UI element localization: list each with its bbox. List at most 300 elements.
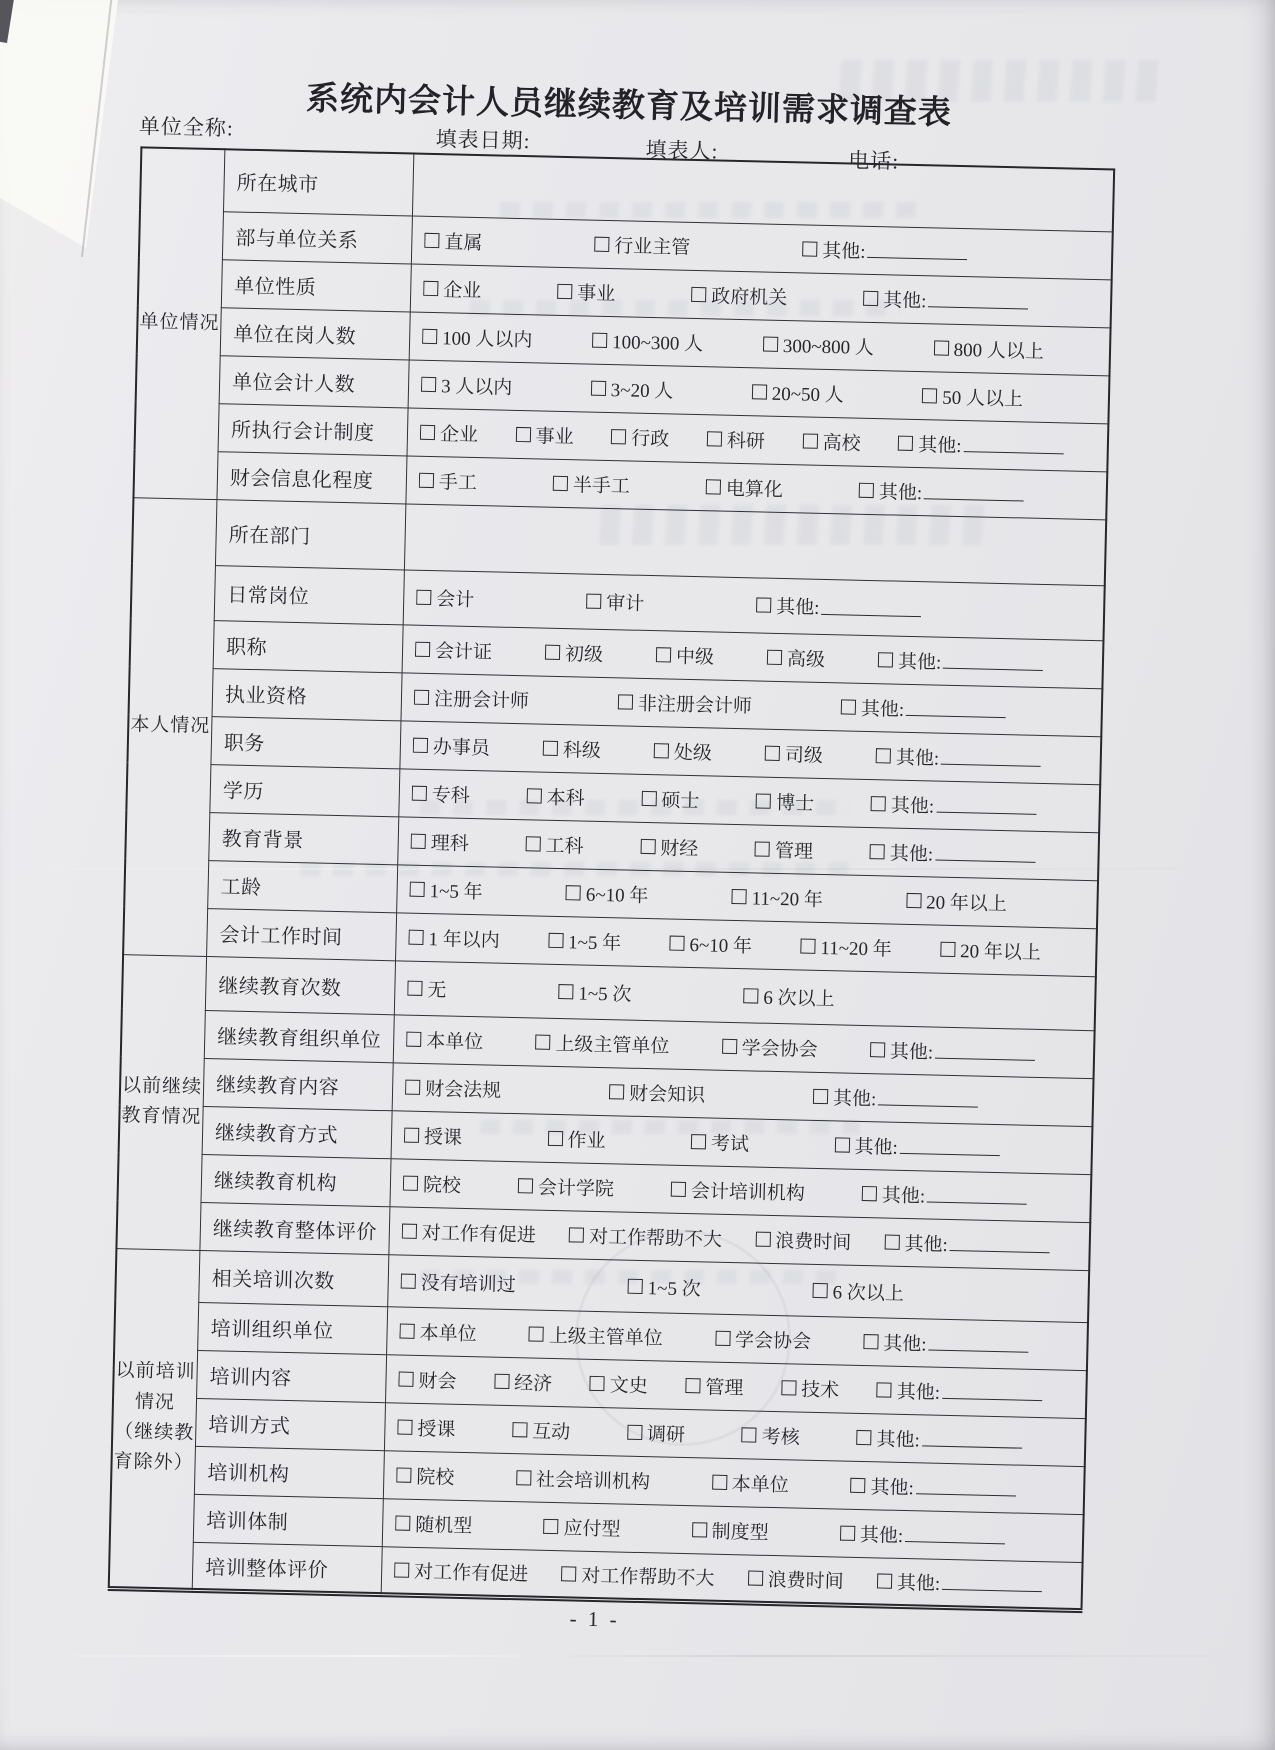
checkbox-icon [878, 652, 893, 667]
checkbox-option [408, 923, 500, 952]
checkbox-option [415, 635, 493, 664]
fill-in-blank [900, 1138, 1000, 1156]
checkbox-icon [411, 833, 426, 848]
option-label: 上级主管单位 [555, 1033, 670, 1058]
checkbox-icon [767, 649, 782, 664]
checkbox-icon [850, 1477, 865, 1492]
row-label: 部与单位关系 [222, 211, 412, 263]
checkbox-option [543, 1512, 621, 1541]
checkbox-icon [781, 1380, 796, 1395]
row-label: 培训机构 [194, 1446, 384, 1498]
fill-in-blank [924, 483, 1024, 501]
checkbox-icon [876, 748, 891, 763]
row-label: 培训体制 [193, 1494, 383, 1546]
row-label: 培训方式 [195, 1398, 385, 1450]
checkbox-option [800, 932, 892, 961]
row-label: 单位会计人数 [219, 355, 409, 407]
option-label: 会计证 [434, 640, 493, 663]
checkbox-icon [906, 892, 921, 907]
option-label: 1~5 次 [647, 1277, 701, 1300]
checkbox-icon [722, 1038, 737, 1053]
checkbox-icon [535, 1034, 550, 1049]
option-label: 其他: [890, 795, 935, 818]
fill-in-blank [963, 436, 1063, 454]
checkbox-option [940, 935, 1041, 964]
option-label: 6~10 年 [585, 884, 649, 907]
row-label: 单位性质 [221, 259, 411, 311]
option-label: 制度型 [711, 1521, 769, 1544]
checkbox-icon [870, 844, 885, 859]
option-label: 11~20 年 [820, 937, 892, 961]
checkbox-icon [553, 475, 568, 490]
checkbox-option [691, 1516, 769, 1545]
checkbox-icon [743, 988, 758, 1003]
checkbox-icon [569, 1227, 584, 1242]
option-label: 其他: [881, 1184, 926, 1207]
checkbox-option [859, 476, 1025, 507]
checkbox-option [515, 420, 574, 448]
option-label: 行政 [631, 428, 670, 450]
row-label: 继续教育机构 [201, 1154, 391, 1206]
checkbox-icon [423, 280, 438, 295]
checkbox-icon [707, 431, 722, 446]
option-label: 其他: [889, 843, 934, 866]
checkbox-icon [834, 1137, 849, 1152]
checkbox-icon [395, 1515, 410, 1530]
checkbox-option [656, 641, 715, 669]
option-label: 20 年以上 [959, 940, 1042, 964]
option-label: 管理 [774, 840, 814, 863]
option-label: 中级 [675, 646, 715, 668]
checkbox-icon [410, 881, 425, 896]
checkbox-option [933, 334, 1044, 363]
fill-in-blank [950, 1235, 1050, 1253]
checkbox-option [409, 875, 483, 904]
section-label: 以前继续 教育情况 [116, 954, 206, 1250]
checkbox-option [876, 1376, 1042, 1407]
checkbox-option [812, 1276, 904, 1305]
fill-in-blank [942, 1383, 1042, 1401]
checkbox-icon [401, 1273, 416, 1288]
option-label: 没有培训过 [420, 1272, 516, 1296]
row-label: 培训整体评价 [192, 1542, 382, 1594]
checkbox-icon [592, 332, 607, 347]
checkbox-icon [756, 793, 771, 808]
checkbox-option [691, 280, 788, 309]
fill-in-blank [905, 1526, 1005, 1544]
checkbox-option [721, 1032, 818, 1061]
checkbox-icon [800, 938, 815, 953]
option-label: 授课 [417, 1418, 456, 1441]
checkbox-icon [691, 286, 706, 301]
row-label: 培训内容 [197, 1350, 387, 1402]
checkbox-option [906, 886, 1007, 915]
checkbox-option [512, 1416, 571, 1444]
checkbox-icon [403, 1175, 418, 1190]
section-label: 以前培训 情况 （继续教 育除外） [109, 1248, 200, 1590]
checkbox-icon [547, 1130, 562, 1145]
option-label: 学会协会 [741, 1037, 818, 1061]
checkbox-icon [763, 336, 778, 351]
option-label: 随机型 [415, 1514, 473, 1537]
option-label: 1~5 次 [578, 982, 632, 1006]
checkbox-option [407, 974, 447, 1002]
row-label: 执业资格 [212, 668, 402, 720]
row-label: 职务 [211, 716, 401, 768]
option-label: 本单位 [731, 1473, 790, 1496]
checkbox-option [557, 277, 616, 305]
checkbox-icon [561, 1566, 576, 1581]
checkbox-option [413, 731, 491, 760]
fill-in-blank [928, 1335, 1028, 1353]
checkbox-option [877, 1567, 1043, 1598]
row-label: 日常岗位 [214, 565, 404, 624]
option-label: 注册会计师 [433, 688, 530, 712]
checkbox-icon [802, 241, 817, 256]
checkbox-icon [398, 1371, 413, 1386]
checkbox-option [525, 830, 584, 858]
checkbox-option [558, 978, 632, 1007]
fill-in-blank [867, 242, 967, 260]
checkbox-option [398, 1365, 457, 1393]
option-label: 院校 [416, 1466, 455, 1489]
option-label: 11~20 年 [751, 887, 824, 911]
checkbox-icon [715, 1330, 730, 1345]
option-label: 高校 [822, 432, 861, 455]
checkbox-option [840, 1519, 1006, 1550]
checkbox-icon [566, 885, 581, 900]
checkbox-icon [516, 426, 531, 441]
option-label: 博士 [775, 792, 815, 815]
checkbox-option [406, 1025, 484, 1054]
checkbox-icon [516, 1470, 531, 1485]
option-label: 其他: [883, 1333, 927, 1355]
checkbox-option [707, 425, 766, 453]
row-label: 继续教育次数 [205, 956, 395, 1014]
checkbox-option [742, 1421, 801, 1449]
checkbox-option [618, 688, 753, 718]
checkbox-icon [512, 1422, 527, 1437]
checkbox-option [706, 473, 784, 502]
checkbox-icon [594, 236, 609, 251]
option-label: 1 年以内 [428, 928, 501, 952]
option-label: 理科 [430, 832, 469, 855]
checkbox-icon [397, 1419, 412, 1434]
checkbox-option [878, 646, 1044, 677]
checkbox-icon [413, 737, 428, 752]
checkbox-icon [870, 1042, 885, 1057]
option-label: 1~5 年 [567, 931, 622, 954]
checkbox-option [755, 1225, 852, 1254]
checkbox-icon [671, 1181, 686, 1196]
checkbox-icon [813, 1282, 828, 1297]
option-label: 会计培训机构 [690, 1180, 806, 1205]
checkbox-icon [548, 932, 563, 947]
row-label: 继续教育内容 [203, 1058, 393, 1110]
checkbox-icon [627, 1424, 642, 1439]
option-label: 行业主管 [614, 235, 691, 259]
option-label: 非注册会计师 [637, 693, 753, 717]
section-label: 单位情况 [133, 147, 224, 499]
checkbox-option [685, 1372, 744, 1400]
checkbox-option [400, 1267, 516, 1297]
checkbox-icon [628, 1278, 643, 1293]
option-label: 其他: [882, 289, 927, 312]
checkbox-icon [591, 380, 606, 395]
option-label: 6 次以上 [763, 987, 835, 1010]
checkbox-icon [406, 1031, 421, 1046]
option-label: 作业 [567, 1129, 606, 1152]
checkbox-option [395, 1509, 473, 1538]
row-label: 继续教育整体评价 [200, 1202, 390, 1254]
checkbox-icon [862, 1185, 877, 1200]
checkbox-icon [526, 788, 541, 803]
checkbox-option [856, 1423, 1022, 1454]
checkbox-option [518, 1172, 615, 1201]
checkbox-option [423, 274, 482, 302]
option-label: 对工作帮助不大 [588, 1226, 723, 1251]
option-label: 其他: [896, 1572, 941, 1595]
checkbox-icon [611, 429, 626, 444]
checkbox-icon [609, 1084, 624, 1099]
option-label: 其他: [889, 1041, 934, 1064]
checkbox-option [813, 1082, 979, 1113]
checkbox-icon [416, 590, 431, 605]
row-label: 继续教育方式 [202, 1106, 392, 1158]
option-label: 3 人以内 [440, 375, 513, 399]
checkbox-option [898, 429, 1064, 460]
checkbox-icon [396, 1467, 411, 1482]
fill-in-blank [928, 291, 1028, 309]
checkbox-option [592, 326, 704, 356]
row-label: 会计工作时间 [207, 908, 397, 960]
option-label: 其他: [876, 1428, 921, 1451]
row-label: 职称 [213, 620, 403, 672]
checkbox-icon [712, 1474, 727, 1489]
option-label: 对工作有促进 [421, 1222, 537, 1247]
option-label: 经济 [513, 1372, 553, 1395]
checkbox-icon [421, 376, 436, 391]
row-label: 教育背景 [209, 812, 399, 864]
option-label: 其他: [822, 240, 866, 263]
checkbox-icon [863, 290, 878, 305]
row-label: 单位在岗人数 [220, 307, 410, 359]
checkbox-option [763, 330, 875, 360]
checkbox-icon [871, 796, 886, 811]
option-label: 财经 [660, 837, 699, 860]
checkbox-option [405, 1073, 502, 1102]
row-label: 财会信息化程度 [217, 451, 407, 503]
option-label: 其他: [860, 698, 905, 721]
option-label: 800 人以上 [953, 339, 1045, 363]
checkbox-icon [415, 641, 430, 656]
option-label: 手工 [438, 471, 478, 494]
section-label: 本人情况 [123, 497, 217, 956]
option-label: 其他: [878, 481, 923, 504]
row-label: 继续教育组织单位 [204, 1010, 394, 1062]
checkbox-option [767, 643, 826, 671]
checkbox-icon [640, 838, 655, 853]
option-label: 其他: [917, 434, 962, 457]
checkbox-icon [656, 647, 671, 662]
option-label: 硕士 [661, 789, 700, 812]
checkbox-option [755, 835, 814, 863]
checkbox-option [669, 929, 752, 958]
row-label: 学历 [210, 764, 400, 816]
option-label: 应付型 [563, 1517, 621, 1541]
option-label: 100 人以内 [441, 327, 533, 351]
checkbox-option [424, 226, 483, 254]
option-label: 无 [427, 979, 447, 1001]
checkbox-option [747, 1564, 844, 1593]
option-label: 其他: [895, 747, 940, 770]
checkbox-icon [933, 340, 948, 355]
checkbox-option [414, 683, 530, 713]
option-label: 20 年以上 [925, 891, 1008, 915]
option-label: 事业 [535, 425, 574, 448]
checkbox-icon [543, 1518, 558, 1533]
checkbox-icon [755, 1231, 770, 1246]
checkbox-option [609, 1078, 706, 1107]
option-label: 考核 [761, 1426, 801, 1449]
row-label: 所在城市 [223, 149, 413, 215]
option-label: 1~5 年 [429, 880, 483, 903]
option-label: 处级 [673, 742, 713, 764]
checkbox-icon [898, 435, 913, 450]
option-label: 高级 [786, 648, 826, 671]
checkbox-option [561, 1560, 715, 1590]
checkbox-option [802, 427, 861, 455]
fill-in-blank [941, 749, 1041, 767]
option-label: 上级主管单位 [548, 1325, 664, 1349]
option-label: 3~20 人 [610, 379, 674, 402]
checkbox-icon [419, 472, 434, 487]
option-label: 对工作有促进 [413, 1561, 529, 1586]
checkbox-option [397, 1413, 456, 1441]
checkbox-icon [494, 1373, 509, 1388]
checkbox-icon [420, 424, 435, 439]
checkbox-option [863, 284, 1029, 315]
option-label: 审计 [605, 593, 645, 615]
option-label: 6 次以上 [832, 1281, 905, 1305]
checkbox-icon [884, 1234, 899, 1249]
option-label: 浪费时间 [775, 1230, 852, 1254]
checkbox-option [765, 739, 824, 767]
option-label: 授课 [423, 1126, 463, 1149]
checkbox-icon [641, 790, 656, 805]
fill-in-blank [878, 1089, 978, 1107]
option-label: 本单位 [419, 1322, 477, 1345]
fill-in-blank [906, 700, 1006, 718]
option-label: 100~300 人 [611, 331, 704, 355]
option-label: 管理 [705, 1376, 744, 1399]
option-label: 其他: [870, 1476, 915, 1499]
option-label: 学会协会 [734, 1329, 812, 1353]
option-label: 技术 [800, 1379, 840, 1402]
checkbox-option [421, 370, 513, 399]
checkbox-icon [407, 980, 422, 995]
checkbox-option [420, 418, 479, 446]
checkbox-icon [394, 1562, 409, 1577]
checkbox-icon [756, 597, 771, 612]
checkbox-icon [752, 384, 767, 399]
checkbox-option [529, 1320, 664, 1350]
option-label: 互动 [531, 1421, 571, 1443]
option-label: 直属 [444, 231, 483, 254]
fill-in-blank [942, 1574, 1042, 1592]
checkbox-option [654, 737, 713, 765]
checkbox-option [416, 584, 475, 612]
checkbox-option [591, 374, 674, 403]
option-label: 电算化 [725, 478, 784, 501]
checkbox-icon [692, 1522, 707, 1537]
checkbox-icon [859, 482, 874, 497]
checkbox-icon [586, 594, 601, 609]
checkbox-option [640, 832, 699, 860]
fill-in-blank [922, 1430, 1022, 1448]
row-label: 工龄 [208, 860, 398, 912]
checkbox-icon [405, 1079, 420, 1094]
survey-table-body [109, 147, 1114, 1610]
checkbox-icon [558, 984, 573, 999]
checkbox-option [547, 1124, 606, 1152]
checkbox-option [715, 1324, 812, 1353]
checkbox-option [399, 1317, 477, 1346]
option-label: 会计学院 [537, 1177, 615, 1200]
option-label: 50 人以上 [942, 387, 1024, 410]
filler-label: 填表人: [645, 137, 719, 164]
option-label: 20~50 人 [771, 383, 845, 406]
checkbox-option [566, 879, 649, 908]
option-label: 调研 [646, 1423, 686, 1446]
checkbox-option [548, 926, 622, 955]
option-label: 300~800 人 [782, 335, 875, 359]
checkbox-icon [414, 689, 429, 704]
checkbox-option [756, 787, 815, 815]
fill-in-blank [935, 845, 1035, 863]
checkbox-option [743, 982, 835, 1011]
option-label: 对工作帮助不大 [581, 1565, 715, 1590]
option-label: 其他: [832, 1087, 877, 1110]
option-label: 专科 [431, 784, 471, 807]
checkbox-option [545, 638, 604, 666]
checkbox-icon [399, 1323, 414, 1338]
option-label: 会计 [435, 589, 475, 612]
checkbox-option [535, 1028, 670, 1058]
option-label: 文史 [609, 1374, 649, 1397]
fill-in-blank [927, 1186, 1027, 1204]
checkbox-icon [856, 1429, 871, 1444]
checkbox-icon [755, 841, 770, 856]
checkbox-option [871, 790, 1037, 821]
option-label: 财会 [418, 1370, 457, 1393]
checkbox-icon [922, 388, 937, 403]
option-label: 本单位 [425, 1030, 484, 1053]
option-label: 科级 [562, 739, 602, 762]
option-label: 考试 [710, 1133, 750, 1155]
checkbox-icon [742, 1427, 757, 1442]
checkbox-option [756, 591, 922, 622]
checkbox-icon [408, 929, 423, 944]
checkbox-option [870, 1036, 1036, 1067]
checkbox-option [586, 588, 645, 616]
checkbox-option [611, 423, 670, 451]
checkbox-icon [877, 1382, 892, 1397]
checkbox-option [404, 1121, 463, 1149]
page-number: - 1 - [569, 1606, 620, 1632]
checkbox-option [862, 1179, 1028, 1210]
checkbox-option [731, 882, 823, 911]
